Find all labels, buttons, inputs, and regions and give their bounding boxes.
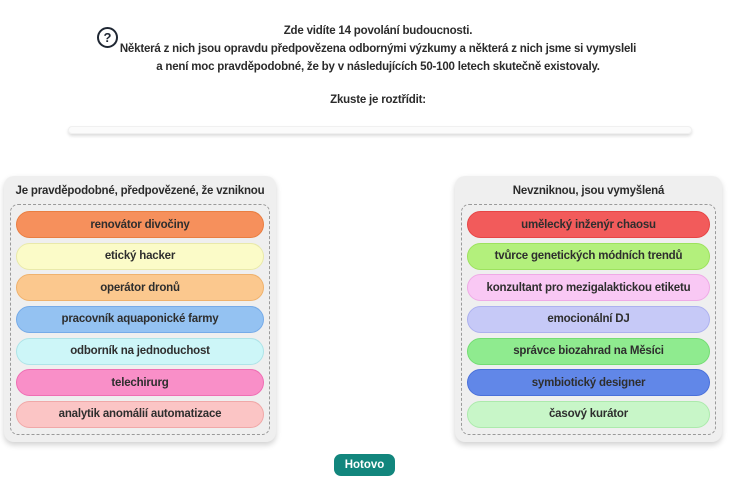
profession-pill[interactable] [16, 369, 264, 396]
intro-line-1: Zde vidíte 14 povolání budoucnosti. [283, 25, 473, 37]
profession-pill[interactable] [467, 338, 710, 365]
profession-pill[interactable] [16, 243, 264, 270]
profession-pill[interactable] [16, 401, 264, 428]
profession-pill[interactable] [467, 211, 710, 238]
instruction-text: Zkuste je roztřídit: [330, 94, 426, 106]
profession-pill[interactable] [467, 369, 710, 396]
intro-line-2: Některá z nich jsou opravdu předpovězena odbornými výzkumy a některá z nich jsme si vymysleli [119, 43, 637, 55]
profession-pill-label: symbiotický designer [531, 376, 646, 389]
column-invented [455, 176, 722, 442]
profession-pill[interactable] [16, 211, 264, 238]
column-invented-title: Nevzniknou, jsou vymyšlená [512, 185, 665, 197]
profession-pill[interactable] [467, 306, 710, 333]
profession-pill-label: odborník na jednoduchost [70, 345, 210, 358]
profession-pill-label: časový kurátor [548, 408, 629, 421]
profession-pill-label: správce biozahrad na Měsíci [513, 345, 664, 358]
profession-pill-label: analytik anomálií automatizace [58, 408, 222, 421]
profession-pill[interactable] [467, 274, 710, 301]
profession-pill[interactable] [16, 274, 264, 301]
profession-pill-label: tvůrce genetických módních trendů [494, 250, 683, 263]
profession-pill-label: telechirurg [111, 376, 169, 389]
profession-pill[interactable] [16, 306, 264, 333]
column-predicted [4, 176, 276, 442]
profession-pill-label: operátor dronů [100, 281, 180, 294]
profession-pill-label: emocionální DJ [547, 313, 630, 326]
help-icon[interactable]: ? [97, 27, 118, 48]
profession-pill[interactable] [16, 338, 264, 365]
predicted-dropzone[interactable] [10, 204, 270, 435]
profession-pill-label: etický hacker [104, 250, 176, 263]
invented-dropzone[interactable] [461, 204, 716, 435]
profession-pill-label: konzultant pro mezigalaktickou etiketu [486, 281, 691, 294]
profession-pill-label: pracovník aquaponické farmy [61, 313, 219, 326]
profession-pill[interactable] [467, 243, 710, 270]
intro-text [0, 22, 756, 76]
profession-pill-label: umělecký inženýr chaosu [521, 218, 656, 231]
profession-pill-label: renovátor divočiny [90, 218, 190, 231]
intro-line-3: a není moc pravděpodobné, že by v následujících 50-100 letech skutečně existovaly. [156, 61, 600, 73]
progress-track [68, 126, 692, 134]
column-predicted-title: Je pravděpodobné, předpovězené, že vzniknou [15, 185, 265, 197]
profession-pill[interactable] [467, 401, 710, 428]
done-button[interactable]: Hotovo [334, 454, 395, 476]
